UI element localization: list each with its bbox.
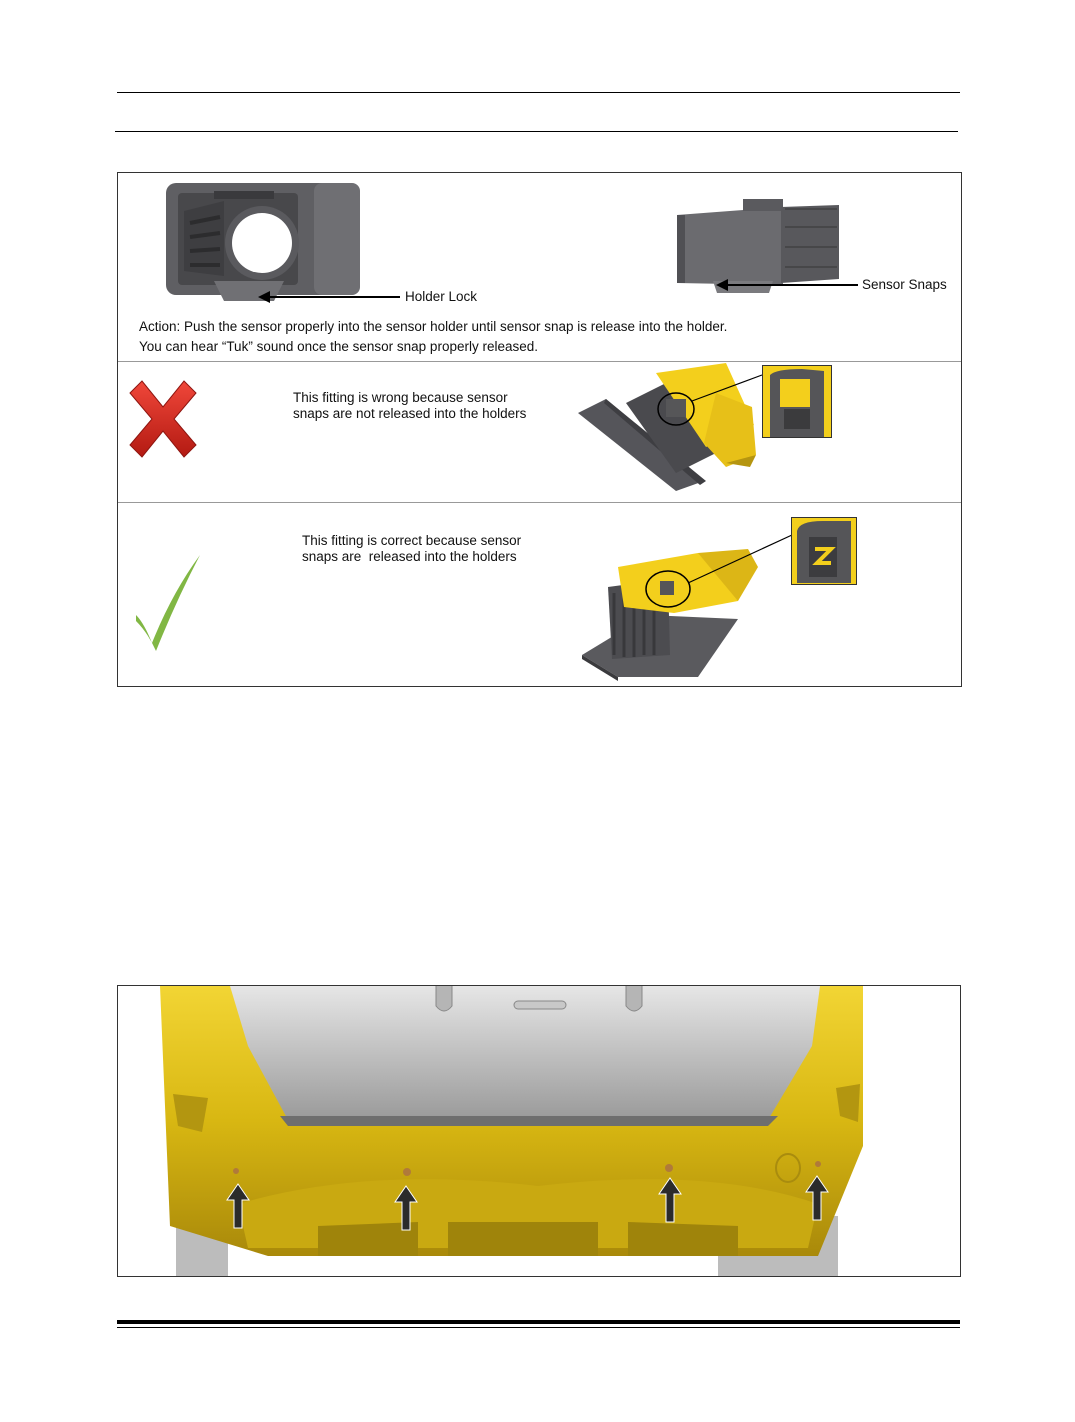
action-text-line1: Action: Push the sensor properly into the sensor holder until sensor snap is release into the holder. [139, 319, 728, 334]
footer-rule-thin [117, 1327, 960, 1328]
wrong-fitting-text-line2: snaps are not released into the holders [293, 406, 527, 421]
correct-fitting-image [578, 527, 818, 681]
correct-fitting-text-line2: snaps are released into the holders [302, 549, 517, 564]
red-cross-icon [126, 379, 200, 459]
row-divider-2 [118, 502, 961, 503]
up-arrow-icon [395, 1186, 417, 1230]
footer-rule-thick [117, 1320, 960, 1324]
rear-bumper-figure [117, 985, 961, 1277]
sensor-fitting-figure [117, 172, 962, 687]
row-divider-1 [118, 361, 961, 362]
rear-bumper-image [118, 986, 960, 1276]
sensor-snaps-arrow [716, 279, 861, 291]
wrong-fitting-zoom-inset [762, 365, 832, 438]
correct-fitting-text-line1: This fitting is correct because sensor [302, 533, 522, 548]
holder-lock-arrow [258, 291, 403, 303]
up-arrow-icon [227, 1184, 249, 1228]
action-text-line2: You can hear “Tuk” sound once the sensor snap properly released. [139, 339, 538, 354]
holder-lock-label: Holder Lock [405, 289, 478, 304]
green-check-icon [132, 553, 204, 653]
up-arrow-icon [806, 1176, 828, 1220]
correct-fitting-zoom-inset [791, 517, 857, 585]
up-arrow-icon [659, 1178, 681, 1222]
header-rule-bottom [115, 131, 958, 132]
header-rule-top [117, 92, 960, 93]
sensor-snaps-label: Sensor Snaps [862, 277, 947, 292]
wrong-fitting-text-line1: This fitting is wrong because sensor [293, 390, 508, 405]
sensor-holder-image [164, 181, 364, 306]
